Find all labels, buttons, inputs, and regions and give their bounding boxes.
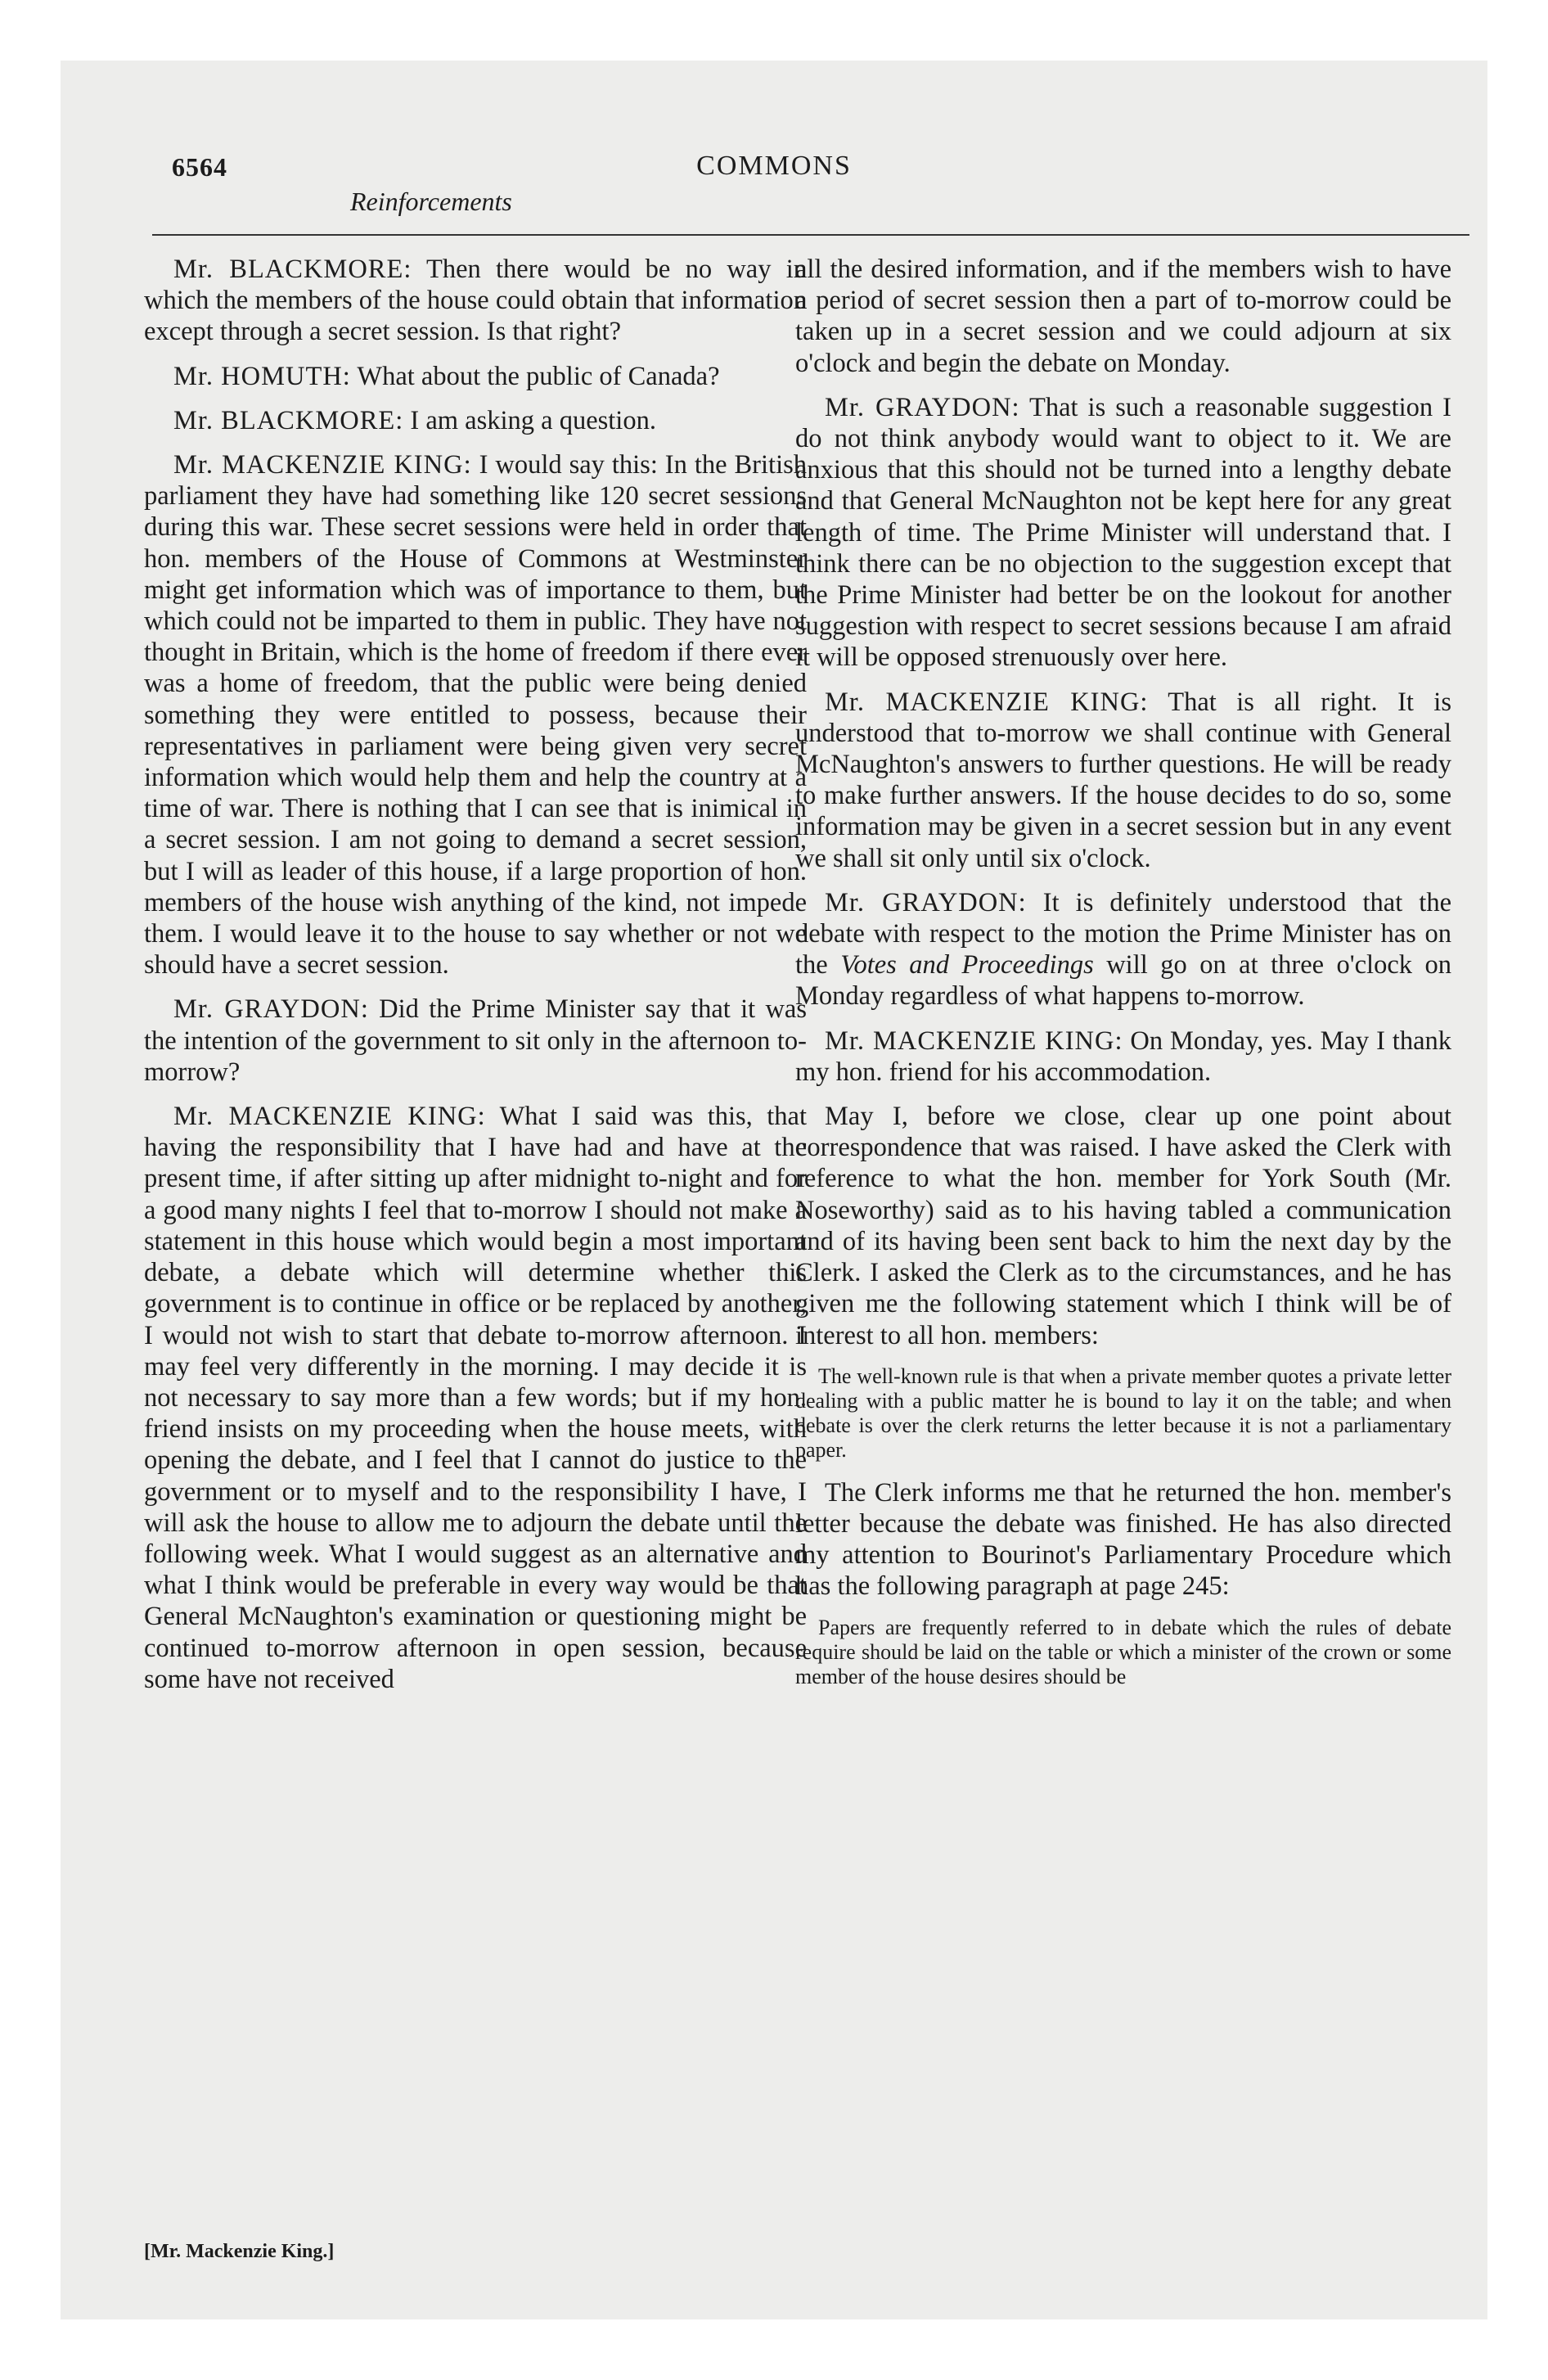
speaker-name: Mr. BLACKMORE: xyxy=(173,255,412,284)
header-rule xyxy=(152,234,1469,236)
speech-paragraph xyxy=(795,687,1451,874)
speech-paragraph xyxy=(144,405,807,436)
speech-text: I would say this: In the British parliament they have had something like 120 secret sessions during this war. These secret sessions were held in order that hon. members of the House of Commons at Westminster might get information which was of importance to them, but which could not be imparted to them in public. They have not thought in Britain, which is the home of freedom if there ever was a home of freedom, that the public were being denied something they were entitled to possess, because their representatives in parliament were being given very secret information which would help them and help the country at a time of war. There is nothing that I can see that is inimical in a secret session. I am not going to demand a secret session, but I will as leader of this house, if a large proportion of hon. members of the house wish anything of the kind, not impede them. I would leave it to the house to say whether or not we should have a secret session. xyxy=(144,450,807,980)
speech-paragraph xyxy=(144,994,807,1088)
speaker-name: Mr. MACKENZIE KING: xyxy=(825,1025,1123,1056)
body-paragraph: The Clerk informs me that he returned the hon. member's letter because the debate was finished. He has also directed my attention to Bourinot's Parliamentary Procedure which has the following paragraph at page 245: xyxy=(795,1477,1451,1602)
speaker-name: Mr. GRAYDON: xyxy=(173,994,369,1025)
speaker-name: Mr. GRAYDON: xyxy=(825,887,1027,917)
speech-paragraph xyxy=(144,449,807,980)
subject-heading: Reinforcements xyxy=(350,187,512,216)
speech-text: Then there would be no way in which the members of the house could obtain that information except through a secret session. Is that right? xyxy=(144,255,807,347)
speaker-name: Mr. MACKENZIE KING: xyxy=(173,450,472,480)
speech-text: That is such a reasonable suggestion I do not think anybody would want to object to it. We are anxious that this should not be turned into a lengthy debate and that General McNaughton not be kept here for any great length of time. The Prime Minister will understand that. I think there can be no objection to the suggestion except that the Prime Minister had better be on the lookout for another suggestion with respect to secret sessions because I am afraid it will be opposed strenuously over here. xyxy=(795,392,1451,673)
speech-paragraph xyxy=(795,392,1451,674)
speech-paragraph xyxy=(795,1025,1451,1088)
right-column xyxy=(795,254,1451,1704)
speaker-name: Mr. MACKENZIE KING: xyxy=(173,1102,486,1132)
speech-paragraph xyxy=(795,887,1451,1012)
page-header xyxy=(61,61,1487,241)
speaker-name: Mr. BLACKMORE: xyxy=(173,405,404,435)
speech-paragraph xyxy=(144,254,807,348)
block-quote: Papers are frequently referred to in debate which the rules of debate require should be laid on the table or which a minister of the crown or some member of the house desires should be xyxy=(795,1615,1451,1688)
speech-text: What about the public of Canada? xyxy=(357,361,720,391)
speech-text: On Monday, yes. May I thank my hon. friend for his accommodation. xyxy=(795,1025,1451,1087)
continued-paragraph: all the desired information, and if the members wish to have a period of secret session then a part of to-morrow could be taken up in a secret session and we could adjourn at six o'clock and begin the debate on Monday. xyxy=(795,255,1451,378)
speaker-name: Mr. GRAYDON: xyxy=(825,392,1020,422)
speaker-name: Mr. HOMUTH: xyxy=(173,361,351,391)
speech-text: I am asking a question. xyxy=(410,405,656,435)
body-paragraph: May I, before we close, clear up one point about correspondence that was raised. I have asked the Clerk with reference to what the hon. member for York South (Mr. Noseworthy) said as to his having tabled a communication and of its having been sent back to him the next day by the Clerk. I asked the Clerk as to the circumstances, and he has given me the following statement which I think will be of interest to all hon. members: xyxy=(795,1102,1451,1350)
speech-text: That is all right. It is understood that to-morrow we shall continue with General McNaughton's answers to further questions. He will be ready to make further answers. If the house decides to do so, some information may be given in a secret session but in any event we shall sit only until six o'clock. xyxy=(795,687,1451,873)
speech-paragraph xyxy=(144,361,807,392)
hansard-page xyxy=(61,61,1487,2319)
speaker-footnote: [Mr. Mackenzie King.] xyxy=(144,2241,335,2262)
speaker-name: Mr. MACKENZIE KING: xyxy=(825,687,1149,717)
block-quote: The well-known rule is that when a private member quotes a private letter dealing with a public matter he is bound to lay it on the table; and when debate is over the clerk returns the letter because it is not a parliamentary paper. xyxy=(795,1364,1451,1462)
page-number: 6564 xyxy=(172,152,227,182)
speech-text: Did the Prime Minister say that it was the intention of the government to sit only in the afternoon to-morrow? xyxy=(144,994,807,1087)
speech-text: It is definitely understood that the debate with respect to the motion the Prime Minister has on the xyxy=(795,887,1452,980)
left-column xyxy=(144,254,807,1708)
speech-text: What I said was this, that having the responsibility that I have had and have at the present time, if after sitting up after midnight to-night and for a good many nights I feel that to-morrow I should not make a statement in this house which would begin a most important debate, a debate which will determine whether this government is to continue in office or be replaced by another, I would not wish to start that debate to-morrow afternoon. I may feel very differently in the morning. I may decide it is not necessary to say more than a few words; but if my hon. friend insists on my proceeding when the house meets, with opening the debate, and I feel that I cannot do justice to the government or to myself and to the responsibility I have, I will ask the house to allow me to adjourn the debate until the following week. What I would suggest as an alternative and what I think would be preferable in every way would be that General McNaughton's examination or questioning might be continued to-morrow afternoon in open session, because some have not received xyxy=(144,1102,808,1694)
speech-paragraph xyxy=(144,1101,807,1695)
running-head: COMMONS xyxy=(696,151,852,181)
italic-title: Votes and Proceedings xyxy=(840,950,1094,980)
speech-text: will go on at three o'clock on Monday regardless of what happens to-morrow. xyxy=(795,950,1451,1012)
